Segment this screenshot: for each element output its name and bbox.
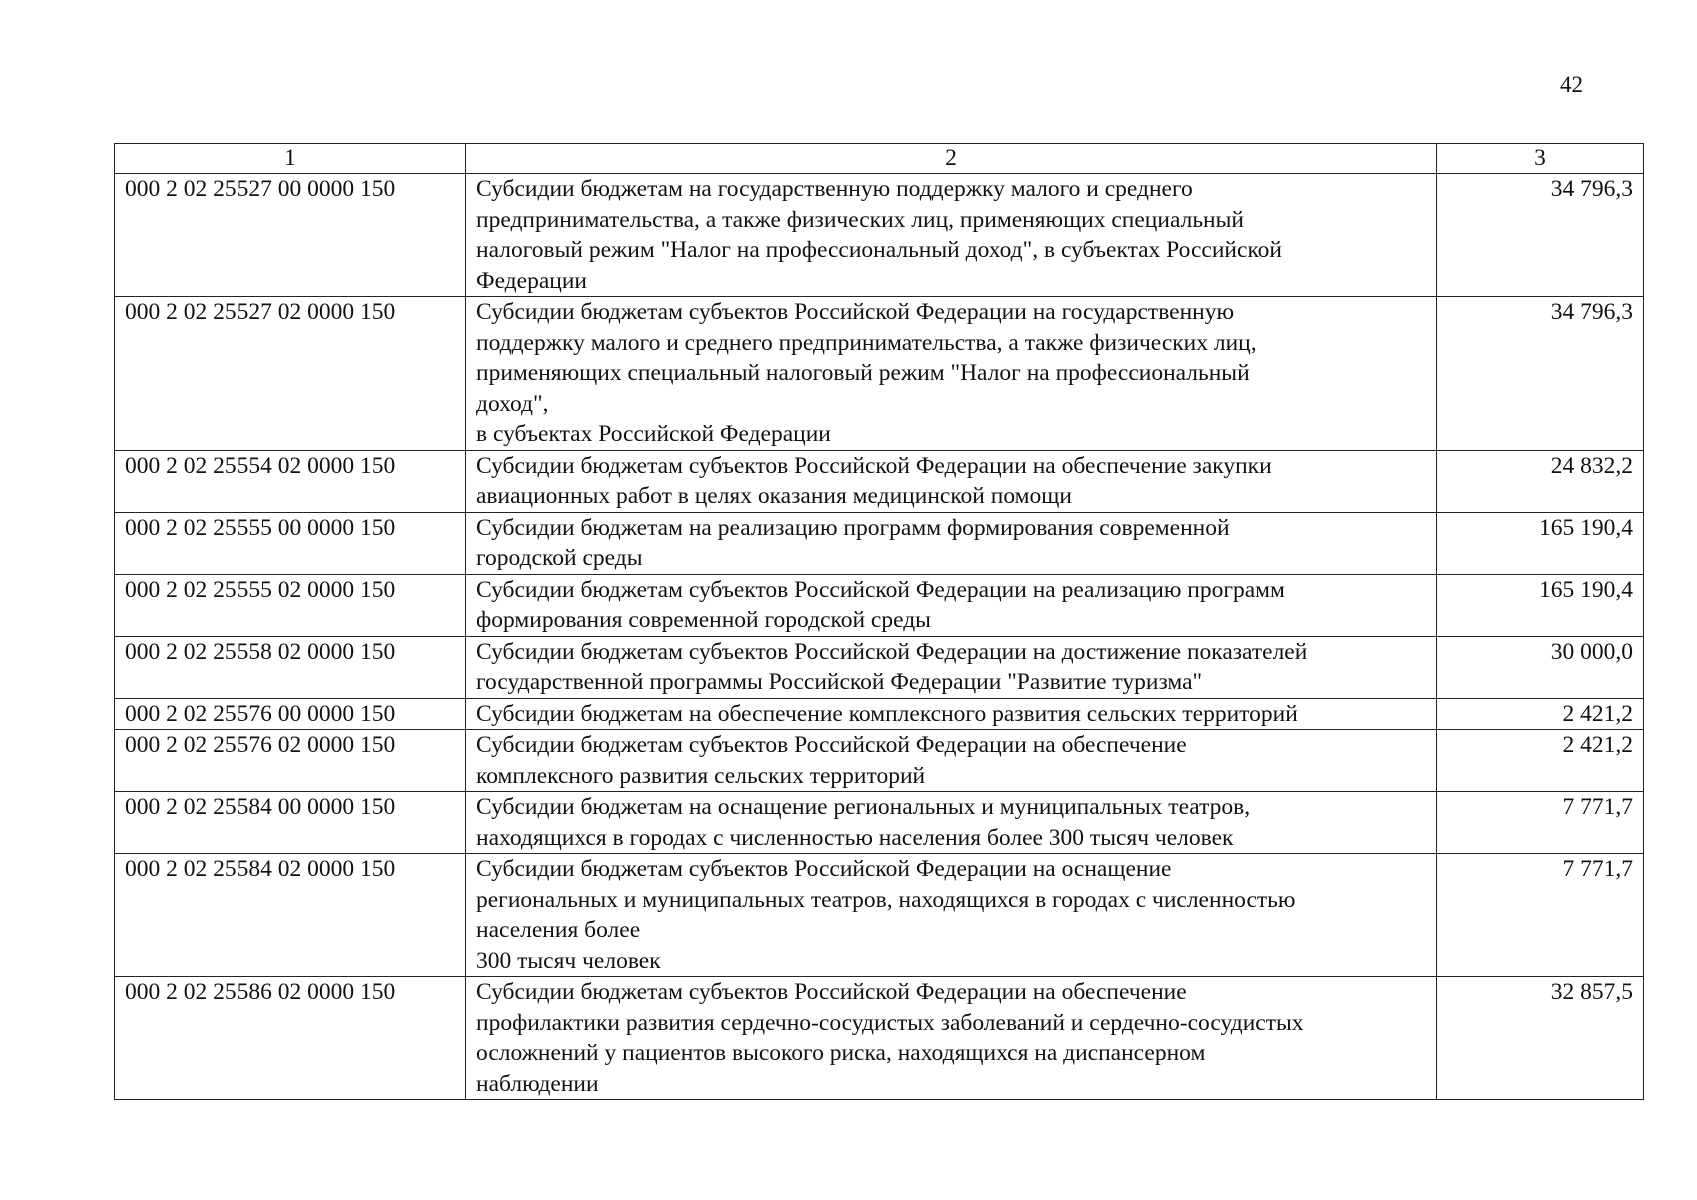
budget-code-cell: 000 2 02 25527 02 0000 150 bbox=[115, 297, 466, 451]
budget-code-cell: 000 2 02 25558 02 0000 150 bbox=[115, 636, 466, 698]
description-cell: Субсидии бюджетам субъектов Российской Федерации на государственную поддержку малого и среднего предпринимательства, а также физических лиц, применяющих специальный налоговый режим "Налог на профессиональный доход", в субъектах Российской Федерации bbox=[466, 297, 1437, 451]
amount-cell: 165 190,4 bbox=[1437, 574, 1644, 636]
budget-code-cell: 000 2 02 25527 00 0000 150 bbox=[115, 174, 466, 297]
description-cell: Субсидии бюджетам на государственную поддержку малого и среднего предпринимательства, а также физических лиц, применяющих специальный налоговый режим "Налог на профессиональный доход", в субъектах Российской Федерации bbox=[466, 174, 1437, 297]
amount-cell: 7 771,7 bbox=[1437, 792, 1644, 854]
column-header-amount: 3 bbox=[1437, 144, 1644, 174]
budget-code-cell: 000 2 02 25586 02 0000 150 bbox=[115, 977, 466, 1100]
table-row bbox=[115, 854, 1644, 977]
page-number: 42 bbox=[1560, 72, 1583, 97]
table-row bbox=[115, 174, 1644, 297]
amount-cell: 7 771,7 bbox=[1437, 854, 1644, 977]
description-cell: Субсидии бюджетам субъектов Российской Федерации на достижение показателей государственной программы Российской Федерации "Развитие туризма" bbox=[466, 636, 1437, 698]
table-row bbox=[115, 512, 1644, 574]
amount-cell: 30 000,0 bbox=[1437, 636, 1644, 698]
table-row bbox=[115, 730, 1644, 792]
description-cell: Субсидии бюджетам субъектов Российской Федерации на обеспечение комплексного развития сельских территорий bbox=[466, 730, 1437, 792]
table-row bbox=[115, 297, 1644, 451]
budget-code-cell: 000 2 02 25554 02 0000 150 bbox=[115, 450, 466, 512]
table-row bbox=[115, 792, 1644, 854]
description-cell: Субсидии бюджетам субъектов Российской Федерации на обеспечение профилактики развития сердечно-сосудистых заболеваний и сердечно-сосудистых осложнений у пациентов высокого риска, находящихся на диспансерном наблюдении bbox=[466, 977, 1437, 1100]
amount-cell: 165 190,4 bbox=[1437, 512, 1644, 574]
budget-code-cell: 000 2 02 25576 02 0000 150 bbox=[115, 730, 466, 792]
amount-cell: 32 857,5 bbox=[1437, 977, 1644, 1100]
amount-cell: 34 796,3 bbox=[1437, 174, 1644, 297]
description-cell: Субсидии бюджетам на обеспечение комплексного развития сельских территорий bbox=[466, 698, 1437, 730]
description-cell: Субсидии бюджетам на оснащение региональных и муниципальных театров, находящихся в городах с численностью населения более 300 тысяч человек bbox=[466, 792, 1437, 854]
amount-cell: 2 421,2 bbox=[1437, 730, 1644, 792]
budget-code-cell: 000 2 02 25584 02 0000 150 bbox=[115, 854, 466, 977]
amount-cell: 24 832,2 bbox=[1437, 450, 1644, 512]
description-cell: Субсидии бюджетам субъектов Российской Федерации на оснащение региональных и муниципальных театров, находящихся в городах с численностью населения более 300 тысяч человек bbox=[466, 854, 1437, 977]
budget-code-cell: 000 2 02 25576 00 0000 150 bbox=[115, 698, 466, 730]
budget-code-cell: 000 2 02 25555 00 0000 150 bbox=[115, 512, 466, 574]
table-row bbox=[115, 698, 1644, 730]
description-cell: Субсидии бюджетам на реализацию программ формирования современной городской среды bbox=[466, 512, 1437, 574]
table-row bbox=[115, 574, 1644, 636]
table-header-row bbox=[115, 144, 1644, 174]
column-header-code: 1 bbox=[115, 144, 466, 174]
budget-code-cell: 000 2 02 25555 02 0000 150 bbox=[115, 574, 466, 636]
table-row bbox=[115, 636, 1644, 698]
table-row bbox=[115, 450, 1644, 512]
description-cell: Субсидии бюджетам субъектов Российской Федерации на обеспечение закупки авиационных работ в целях оказания медицинской помощи bbox=[466, 450, 1437, 512]
description-cell: Субсидии бюджетам субъектов Российской Федерации на реализацию программ формирования современной городской среды bbox=[466, 574, 1437, 636]
amount-cell: 34 796,3 bbox=[1437, 297, 1644, 451]
amount-cell: 2 421,2 bbox=[1437, 698, 1644, 730]
budget-table bbox=[114, 143, 1644, 1100]
column-header-description: 2 bbox=[466, 144, 1437, 174]
table-row bbox=[115, 977, 1644, 1100]
budget-code-cell: 000 2 02 25584 00 0000 150 bbox=[115, 792, 466, 854]
